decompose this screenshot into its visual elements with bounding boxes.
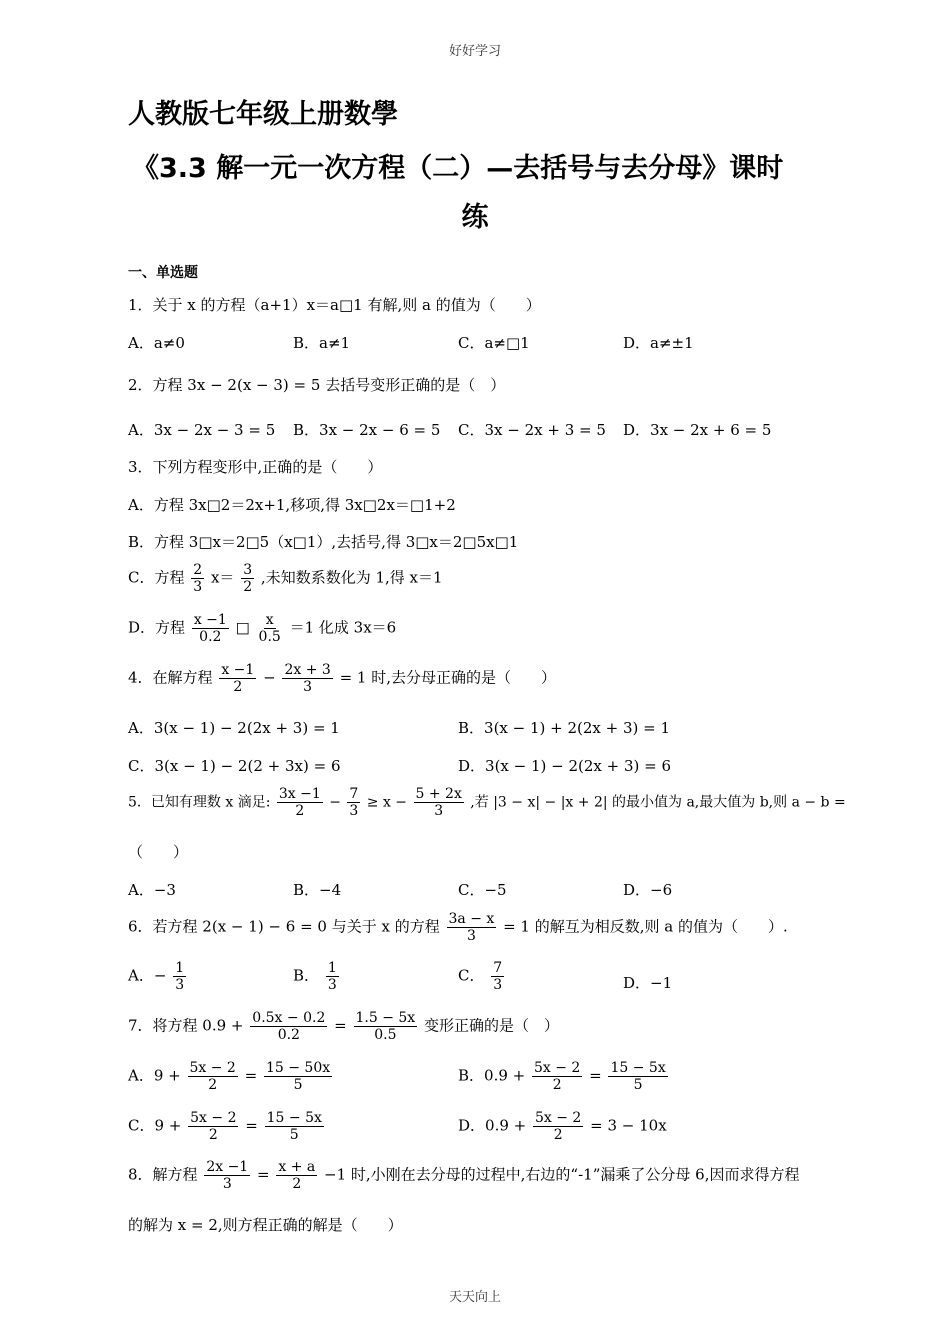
- q7-c-fraction-1: [188, 1110, 238, 1143]
- fraction-numerator: 3: [243, 562, 253, 578]
- q3-option-b: B．方程 3□x＝2□5（x□1）,去括号,得 3□x＝2□5x□1: [128, 533, 519, 551]
- fraction-denominator: 3: [349, 803, 359, 820]
- fraction-denominator: 2: [243, 579, 253, 596]
- q6-option-c: [458, 960, 506, 993]
- q7-c-prefix: C．9 +: [128, 1116, 182, 1135]
- fraction-numerator: 2: [193, 562, 203, 578]
- q5-prefix: 5．已知有理数 x 滴足:: [128, 794, 271, 811]
- q7-option-a: [128, 1060, 334, 1093]
- q3-c-prefix: C．方程: [128, 568, 185, 587]
- fraction-denominator: 2: [553, 1127, 563, 1144]
- fraction-denominator: 5: [293, 1077, 303, 1094]
- q7-option-d: [458, 1110, 667, 1143]
- q8-suffix: −1 时,小刚在去分母的过程中,右边的“-1”漏乘了公分母 6,因而求得方程: [324, 1165, 800, 1184]
- q4-stem: [128, 662, 556, 695]
- q4-prefix: 4．在解方程: [128, 668, 213, 687]
- q3-c-suffix: ,未知数系数化为 1,得 x＝1: [260, 568, 443, 587]
- fraction-denominator: 0.2: [277, 1027, 300, 1044]
- page-header: 好好学习: [448, 44, 501, 59]
- q7-fraction-1: [250, 1010, 327, 1043]
- q8-equals: =: [257, 1165, 270, 1184]
- q5-middle: ≥ x −: [366, 794, 408, 811]
- fraction-denominator: 3: [434, 803, 444, 820]
- q3-d-fraction-2: [257, 612, 283, 645]
- q6-c-fraction: [491, 960, 504, 993]
- q5-stem: [128, 786, 846, 819]
- q5-fraction-3: [414, 786, 464, 819]
- q5-fraction-2: [347, 786, 360, 819]
- q6-suffix: = 1 的解互为相反数,则 a 的值为（ ）.: [503, 917, 788, 936]
- q7-prefix: 7．将方程 0.9 +: [128, 1016, 244, 1035]
- fraction-numerator: 1.5 − 5x: [355, 1010, 416, 1026]
- fraction-numerator: 1: [175, 960, 185, 976]
- section-heading: 一、单选题: [128, 265, 198, 281]
- fraction-denominator: 0.5: [258, 629, 281, 646]
- q3-c-middle: x＝: [210, 568, 235, 587]
- q6-b-fraction: [326, 960, 339, 993]
- q8-continuation: 的解为 x = 2,则方程正确的解是（ ）: [128, 1216, 403, 1234]
- q2-option-d: D．3x − 2x + 6 = 5: [623, 421, 772, 439]
- fraction-denominator: 3: [327, 977, 337, 994]
- q3-d-suffix: ＝1 化成 3x＝6: [289, 618, 397, 637]
- fraction-numerator: 5 + 2x: [415, 786, 462, 802]
- q6-fraction: [447, 911, 497, 944]
- q1-stem: 1．关于 x 的方程（a+1）x＝a□1 有解,则 a 的值为（ ）: [128, 296, 541, 314]
- fraction-denominator: 2: [208, 1127, 218, 1144]
- q8-fraction-2: [276, 1159, 317, 1192]
- fraction-denominator: 3: [303, 679, 313, 696]
- q6-stem: [128, 911, 788, 944]
- q2-stem: 2．方程 3x − 2(x − 3) = 5 去括号变形正确的是（ ）: [128, 376, 506, 394]
- fraction-numerator: x: [265, 612, 274, 628]
- fraction-numerator: x −1: [221, 662, 255, 678]
- fraction-numerator: 2x −1: [206, 1159, 249, 1175]
- fraction-numerator: 7: [493, 960, 503, 976]
- fraction-numerator: 7: [349, 786, 359, 802]
- fraction-denominator: 0.5: [374, 1027, 397, 1044]
- q6-prefix: 6．若方程 2(x − 1) − 6 = 0 与关于 x 的方程: [128, 917, 440, 936]
- fraction-denominator: 3: [222, 1176, 232, 1193]
- q3-option-c: [128, 562, 443, 595]
- fraction-denominator: 3: [466, 928, 476, 945]
- q6-c-label: C．: [458, 966, 485, 985]
- q4-fraction-2: [282, 662, 332, 695]
- q7-b-fraction-2: [608, 1060, 667, 1093]
- q3-option-d: [128, 612, 396, 645]
- fraction-numerator: 3a − x: [448, 911, 495, 927]
- q6-option-a: [128, 960, 188, 993]
- fraction-numerator: 0.5x − 0.2: [252, 1010, 326, 1026]
- fraction-denominator: 2: [295, 803, 305, 820]
- q4-option-a: A．3(x − 1) − 2(2x + 3) = 1: [128, 719, 340, 737]
- fraction-denominator: 2: [292, 1176, 302, 1193]
- fraction-denominator: 3: [493, 977, 503, 994]
- q5-option-c: C．−5: [458, 881, 507, 899]
- q6-a-fraction: [173, 960, 186, 993]
- q7-a-equals: =: [244, 1066, 258, 1085]
- q4-suffix: = 1 时,去分母正确的是（ ）: [339, 668, 556, 687]
- q7-suffix: 变形正确的是（ ）: [423, 1016, 559, 1035]
- fraction-numerator: x −1: [193, 612, 227, 628]
- q5-suffix: ,若 |3 − x| − |x + 2| 的最小值为 a,最大值为 b,则 a − b =: [470, 794, 846, 811]
- q5-minus: −: [329, 794, 341, 811]
- q4-fraction-1: [219, 662, 256, 695]
- fraction-denominator: 2: [552, 1077, 562, 1094]
- q7-b-equals: =: [589, 1066, 602, 1085]
- q1-option-a: A．a≠0: [128, 334, 185, 352]
- q6-option-b: [293, 960, 341, 993]
- q7-fraction-2: [354, 1010, 418, 1043]
- q3-option-a: A．方程 3x□2＝2x+1,移项,得 3x□2x＝□1+2: [128, 496, 456, 514]
- q6-a-label: A．−: [128, 966, 167, 985]
- fraction-numerator: 15 − 5x: [610, 1060, 666, 1076]
- q3-d-prefix: D．方程: [128, 618, 186, 637]
- q7-d-suffix: = 3 − 10x: [590, 1116, 667, 1135]
- fraction-numerator: 5x − 2: [534, 1060, 581, 1076]
- fraction-denominator: 5: [633, 1077, 643, 1094]
- fraction-numerator: 5x − 2: [189, 1060, 236, 1076]
- fraction-denominator: 2: [208, 1077, 218, 1094]
- q6-option-d: D．−1: [623, 974, 673, 992]
- q1-option-b: B．a≠1: [293, 334, 351, 352]
- q3-c-fraction-1: [191, 562, 204, 595]
- fraction-denominator: 5: [289, 1127, 299, 1144]
- q5-continuation: （ ）: [128, 843, 189, 861]
- q2-option-c: C．3x − 2x + 3 = 5: [458, 421, 606, 439]
- q1-option-c: C．a≠□1: [458, 334, 530, 352]
- title-line-1: 人教版七年级上册数學: [128, 99, 398, 130]
- q4-option-b: B．3(x − 1) + 2(2x + 3) = 1: [458, 719, 671, 737]
- q7-c-fraction-2: [265, 1110, 324, 1143]
- fraction-numerator: 15 − 50x: [265, 1060, 331, 1076]
- q7-a-fraction-2: [264, 1060, 332, 1093]
- q7-c-equals: =: [245, 1116, 258, 1135]
- fraction-denominator: 2: [233, 679, 243, 696]
- q3-stem: 3．下列方程变形中,正确的是（ ）: [128, 458, 383, 476]
- q5-fraction-1: [277, 786, 323, 819]
- q5-option-a: A．−3: [128, 881, 176, 899]
- q8-fraction-1: [204, 1159, 250, 1192]
- q2-option-b: B．3x − 2x − 6 = 5: [293, 421, 441, 439]
- q5-option-b: B．−4: [293, 881, 342, 899]
- q3-c-fraction-2: [241, 562, 254, 595]
- q7-stem: [128, 1010, 559, 1043]
- q5-option-d: D．−6: [623, 881, 673, 899]
- q7-equals: =: [334, 1016, 347, 1035]
- q1-option-d: D．a≠±1: [623, 334, 694, 352]
- fraction-numerator: 2x + 3: [284, 662, 331, 678]
- q8-prefix: 8．解方程: [128, 1165, 198, 1184]
- q7-d-prefix: D．0.9 +: [458, 1116, 527, 1135]
- title-line-2: 《3.3 解一元一次方程（二）—去括号与去分母》课时: [132, 153, 784, 184]
- q7-a-prefix: A．9 +: [128, 1066, 181, 1085]
- q7-b-fraction-1: [532, 1060, 582, 1093]
- title-line-3: 练: [461, 202, 489, 233]
- fraction-numerator: 3x −1: [278, 786, 321, 802]
- q7-d-fraction-1: [533, 1110, 583, 1143]
- fraction-numerator: x + a: [278, 1159, 316, 1175]
- q7-option-c: [128, 1110, 326, 1143]
- fraction-denominator: 3: [193, 579, 203, 596]
- q6-b-label: B．: [293, 966, 320, 985]
- page-footer: 天天向上: [448, 1290, 501, 1305]
- q2-option-a: A．3x − 2x − 3 = 5: [128, 421, 276, 439]
- q8-stem: [128, 1159, 799, 1192]
- q7-option-b: [458, 1060, 670, 1093]
- fraction-numerator: 1: [327, 960, 337, 976]
- q4-option-c: C．3(x − 1) − 2(2 + 3x) = 6: [128, 757, 341, 775]
- q7-a-fraction-1: [188, 1060, 238, 1093]
- fraction-numerator: 15 − 5x: [266, 1110, 322, 1126]
- fraction-denominator: 3: [175, 977, 185, 994]
- q7-b-prefix: B．0.9 +: [458, 1066, 526, 1085]
- fraction-denominator: 0.2: [199, 629, 222, 646]
- q4-option-d: D．3(x − 1) − 2(2x + 3) = 6: [458, 757, 672, 775]
- q4-minus: −: [263, 668, 276, 687]
- fraction-numerator: 5x − 2: [535, 1110, 582, 1126]
- q3-d-middle: □: [235, 618, 250, 637]
- q3-d-fraction-1: [192, 612, 229, 645]
- fraction-numerator: 5x − 2: [190, 1110, 237, 1126]
